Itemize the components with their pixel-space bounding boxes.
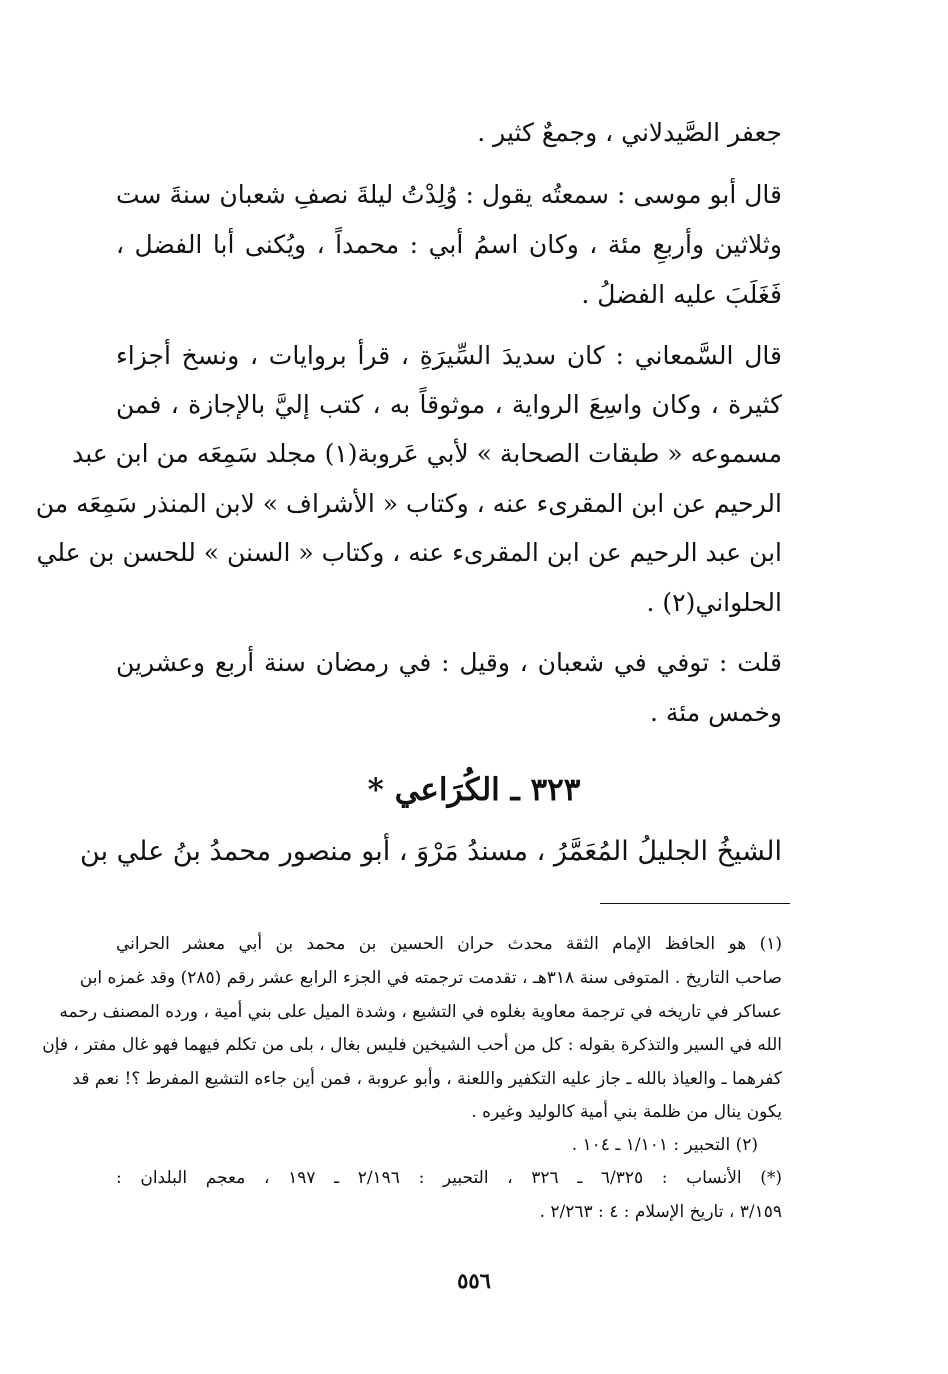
page-number: ٥٥٦ xyxy=(457,1268,491,1293)
body-line-7: مسموعه « طبقات الصحابة » لأبي عَروبة(١) مجلد سَمِعَه من ابن عبد xyxy=(72,439,782,468)
footnote-line-6: يكون ينال من ظلمة بني أمية كالوليد وغيره . xyxy=(471,1102,782,1122)
body-line-12: وخمس مئة . xyxy=(649,698,782,727)
body-line-2: قال أبو موسى : سمعتُه يقول : وُلِدْتُ ليلةَ نصفِ شعبان سنةَ ست xyxy=(116,180,782,209)
footnote-line-5: كفرهما ـ والعياذ بالله ـ جاز عليه التكفير واللعنة ، وأبو عروبة ، فمن أين جاءه التشيع المفرط ؟! نعم قد xyxy=(72,1069,782,1089)
body-line-5: قال السَّمعاني : كان سديدَ السِّيرَةِ ، قرأ بروايات ، ونسخ أجزاء xyxy=(116,341,782,370)
body-line-1: جعفر الصَّيدلاني ، وجمعٌ كثير . xyxy=(477,118,782,147)
body-line-3: وثلاثين وأربعِ مئة ، وكان اسمُ أبي : محمداً ، ويُكنى أبا الفضل ، xyxy=(116,230,782,259)
body-line-4: فَغَلَبَ عليه الفضلُ . xyxy=(581,280,782,309)
entry-heading: ٣٢٣ ـ الكُرَاعي * xyxy=(367,772,581,808)
footnote-divider xyxy=(600,903,790,904)
body-line-10: الحلواني(٢) . xyxy=(646,588,782,617)
footnote-line-3: عساكر في تاريخه في ترجمة معاوية بغلوه في التشيع ، وشدة الميل على بني أمية ، ورده المصنف رحمه xyxy=(59,1002,782,1022)
footnote-line-7: (٢) التحبير : ١/١٠١ ـ ١٠٤ . xyxy=(571,1135,758,1155)
entry-first-line: الشيخُ الجليلُ المُعَمَّرُ ، مسندُ مَرْوَ ، أبو منصور محمدُ بنُ علي بن xyxy=(80,836,782,867)
footnote-line-9: ٣/١٥٩ ، تاريخ الإسلام : ٤ : ٢/٢٦٣ . xyxy=(539,1202,782,1222)
footnote-line-8: (*) الأنساب : ٦/٣٢٥ ـ ٣٢٦ ، التحبير : ٢/١٩٦ ـ ١٩٧ ، معجم البلدان : xyxy=(116,1168,783,1188)
footnote-line-4: الله في السير والتذكرة بقوله : كل من أحب الشيخين فليس بغال ، بلى من تكلم فيهما فهو غال مفتر ، فإن xyxy=(42,1035,782,1055)
body-line-8: الرحيم عن ابن المقرىء عنه ، وكتاب « الأشراف » لابن المنذر سَمِعَه من xyxy=(35,489,782,518)
body-line-6: كثيرة ، وكان واسِعَ الرواية ، موثوقاً به ، كتب إليَّ بالإجازة ، فمن xyxy=(116,390,782,419)
body-line-9: ابن عبد الرحيم عن ابن المقرىء عنه ، وكتاب « السنن » للحسن بن علي xyxy=(36,538,782,567)
body-line-11: قلت : توفي في شعبان ، وقيل : في رمضان سنة أربع وعشرين xyxy=(116,648,782,677)
footnote-line-1: (١) هو الحافظ الإمام الثقة محدث حران الحسين بن محمد بن أبي معشر الحراني xyxy=(116,934,782,954)
footnote-line-2: صاحب التاريخ . المتوفى سنة ٣١٨هـ ، تقدمت ترجمته في الجزء الرابع عشر رقم (٢٨٥) وقد غمزه ابن xyxy=(79,968,782,988)
